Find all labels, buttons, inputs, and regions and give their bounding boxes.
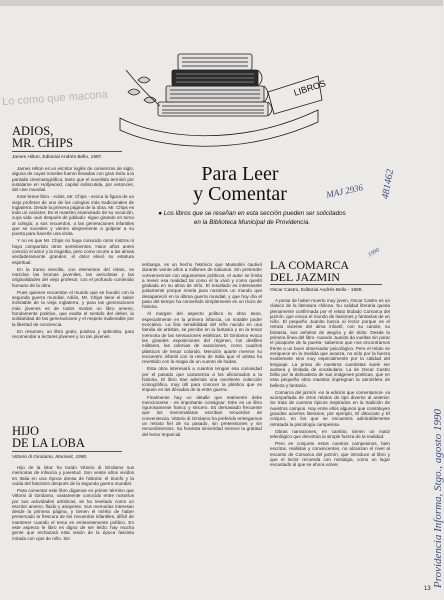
review-title-adios-line2: MR. CHIPS xyxy=(12,136,74,150)
review-body-comarca xyxy=(270,298,390,582)
heading-rule xyxy=(12,151,122,152)
handwritten-code: 481462 xyxy=(380,168,397,200)
paragraph: James Hilton es un escritor inglés de comienzos de siglo, alguna de cuyas novelas fueron llevadas con gran éxito a la pantalla cinematográfica; tanto que el novelista terminó por instalarse en Hollywood, capital indiscutida, por entonces, del cine mundial. xyxy=(12,166,134,193)
handwritten-margin-note: Providencia Informa, Stgo., agosto 1990 xyxy=(432,409,444,588)
paragraph: Obras narraciones, en cambio, tienen un matiz teleológico que desvirtúa la simple fuerza de la realidad. xyxy=(270,428,390,440)
handwritten-small-note: 1990 xyxy=(367,247,381,259)
section-title-line1: Para Leer xyxy=(201,163,279,185)
review-credit-adios: James Hilton, Editorial Andrés Bello, 1987. xyxy=(12,155,103,160)
review-title-comarca-line2: DEL JAZMIN xyxy=(270,270,340,284)
review-body-hijo-continued xyxy=(142,262,262,594)
page-number: 13 xyxy=(424,586,431,592)
review-body-hijo xyxy=(12,465,134,595)
paragraph: Pues quienes recuerdan el mundo que se hundió con la segunda guerra mundial, Adiós, Mr. Chips tiene el sabor inimitable de la vieja Inglaterra, y para las generaciones más jóvenes es de todos modos un libro ameno, hondamente positivo, que exalta el sentido del deber, la solidaridad de las generaciones y el respeto inalienable por la libertad de conciencia. xyxy=(12,289,134,327)
review-title-adios-line1: ADIOS, xyxy=(12,124,54,138)
paragraph: Para comentar este libro digamos en primer término que Vittorio di Girolamo, vastamente conocido entre nosotros por sus actividades artísticas, se ha revelado como un escritor ameno, fluido y atrayente. Sus memorias interesan desde la primera página, y tienen el mérito de haber preservado la frescura de los recuerdos infantiles, difícil de mantener cuando el tema es eminentemente político. En este aspecto le libro es digno de ser leído; hay mucha gente que rechazará esta visión de la época fascista mirada con ojos de niño. Sin xyxy=(12,487,134,541)
heading-rule xyxy=(12,451,122,452)
paragraph: Esta obra interesará a cuantos tengan esa curiosidad por el pasado que caracteriza a los aficionados a la historia. El libro trae además una excelente colección iconográfica, muy útil para conocer la plástica que se impuso en las décadas de la entre guerra. xyxy=(142,366,262,393)
section-deck-text: Los libros que se reseñan en esta sección pueden ser solicitados en la Biblioteca Municipal de Providencia. xyxy=(163,210,346,226)
paragraph: Al margen del aspecto político la obra tiene, especialmente en la primera infancia, un notable poder evocativo. La fina sensibilidad del niño nacido en una familia de artistas, se percibe en la fantasía y en la tenaz memoria de las sensaciones estéticas. Di Girolamo evoca las grandes exposiciones del régimen, los desfiles militares, las colonias de vacaciones, como cuadros plásticos de tenaz colorido. Mención aparte merece su encuentro infantil con la reina de Italia que el artista ha revestido con la magia de un cuento de hadas. xyxy=(142,311,262,365)
review-title-hijo-line2: DE LA LOBA xyxy=(12,436,85,450)
bleed-through-text: Lo como que macona xyxy=(1,88,109,109)
paragraph: A pesar de haber muerto muy joven, Oscar Castro es un clásico de la literatura chilena. Su calidad literaria queda plenamente confirmada por el relato titulado Comarca del jazmín, que evoca el mundo de ilusiones y fantasías de un niño. El pequeño Juanito busca al lector porque es el retrato viviente del alma infantil, con su candor, su fantasía, sus anhelos de alegría y de dolor. Desde la primera línea del libro -cuando Juanito da vueltas sin parar el picaporte de la puerta- sabemos que nos encontramos frente a un buen observador psicológico. Pero el relato se enriquece en la medida que avanza, no sólo por la fuerza exuberante sino muy especialmente por la calidad del lenguaje. La prosa de nuestros cuentistas suele ser austera y limitada de vocabulario. La de Oscar Castro brilla por la delicadeza de sus imágenes poéticas, que en esta pequeña obra maestra impregnan la atmósfera de belleza y fantasía. xyxy=(270,298,390,388)
paragraph: En resumen, un libro grato, positivo y optimista, para recomendar a lectores jóvenes y no tan jóvenes. xyxy=(12,328,134,339)
paragraph: En la trama sencilla, con elementos del relato, se mezclan las bromas juveniles, las anécdotas y las originalidades del viejo profesor, con el profundo contenido humano de la obra. xyxy=(12,266,134,288)
heading-rule xyxy=(270,284,382,285)
handwritten-stamp: MAJ 2936 xyxy=(325,182,364,200)
paragraph: Finalmente hay un detalle que realmente debe mencionarse - es importante consignar: Este es un libro rigurosamente franco y sincero. Es demasiado frecuente que los memorialistas escriban recuerdos de conveniencia. Vittorio di Girolamo ha preferido entregarnos un retrato fiel de su pasado, sin pretensiones y sin remordimientos. Su honesta sinceridad merece la gratitud del lector imparcial. xyxy=(142,394,262,437)
review-credit-comarca: Oscar Castro, Editorial Andrés Bello - 1989. xyxy=(270,288,363,293)
paragraph: Y no es que Mr. Chips no haya conocido otros rostros ni haya compartido otros sentimientos. Hace años antes conoció el amor y la tragedia, pero como ocurre a las almas verdaderamente grandes, el dolor elevó su estatura espiritual. xyxy=(12,238,134,265)
paragraph: Comarca del jazmín -en la edición que comentamos- va acompañada de otros relatos de tipo diverso al anterior. Se trata de cuentos típicos inspirados en la tradición de nuestros campos. Hay entre ellos algunos que constituyen grandes aciertos literarios, por ejemplo, El ditoccato y El conjuro, en los que se encuentra admirablemente retratada la psicología campesina. xyxy=(270,389,390,427)
review-credit-hijo: Vittorio di Girolamo, Marinett, 1990. xyxy=(12,455,88,460)
paragraph: Hijo de la loba' ha traído Vittorio di Girolamo sus memorias de infancia y juventud. Son veinte años vividos en Italia en una época densa de historia: el triunfo y la caída del fascismo después de la segunda guerra mundial. xyxy=(12,465,134,486)
paragraph: Pero en conjunto estos cuentos campesinos, bien escritos, realistas y convincentes, no alcanzan el nivel al encanto de Comarca del jazmín, que introduce al libro y que el lector recuerda con nostalgia, como un lugar encantado al que se ahora volver. xyxy=(270,441,390,468)
review-title-comarca-line1: LA COMARCA xyxy=(270,258,350,272)
paragraph: embargo, es un hecho histórico que Mussolini cautivó durante veinte años a millones de italianos. Sin pretender convencernos con argumentos políticos, el autor se limita a revivir esa realidad tal como él la vivió y como quedó grabada en su alma de niño. El resultado es interesante justamente porque revela para nosotros un mundo que desapareció en la última guerra mundial, y que hoy día el paso del tiempo ha convertido simplemente en un trozo de historia. xyxy=(142,262,262,310)
books-banner-illustration xyxy=(118,40,328,148)
review-title-hijo-line1: HIJO xyxy=(12,424,40,438)
bullet-icon: ● xyxy=(158,210,164,217)
page-top-edge xyxy=(0,0,443,6)
banner-label: LIBROS xyxy=(292,78,328,98)
section-title xyxy=(160,164,320,204)
paragraph: Este breve libro - Adiós, Mr. Chips - evoca la figura de un viejo profesor de uno de los colegios más tradicionales de Inglaterra. Desde la primera página de la obra, Mr. Chips es todo un carácter. Es el maestro enamorado de su vocación, cuya vida -aun después de jubilado- sigue girando en torno al colegio, a sus recuerdos, a las generaciones infantiles que se suceden y vienen alegremente a golpear a su puerta para hacerle una visita. xyxy=(12,194,134,237)
section-deck xyxy=(154,210,350,227)
section-title-line2: y Comentar xyxy=(193,183,287,205)
review-body-adios xyxy=(12,166,134,418)
